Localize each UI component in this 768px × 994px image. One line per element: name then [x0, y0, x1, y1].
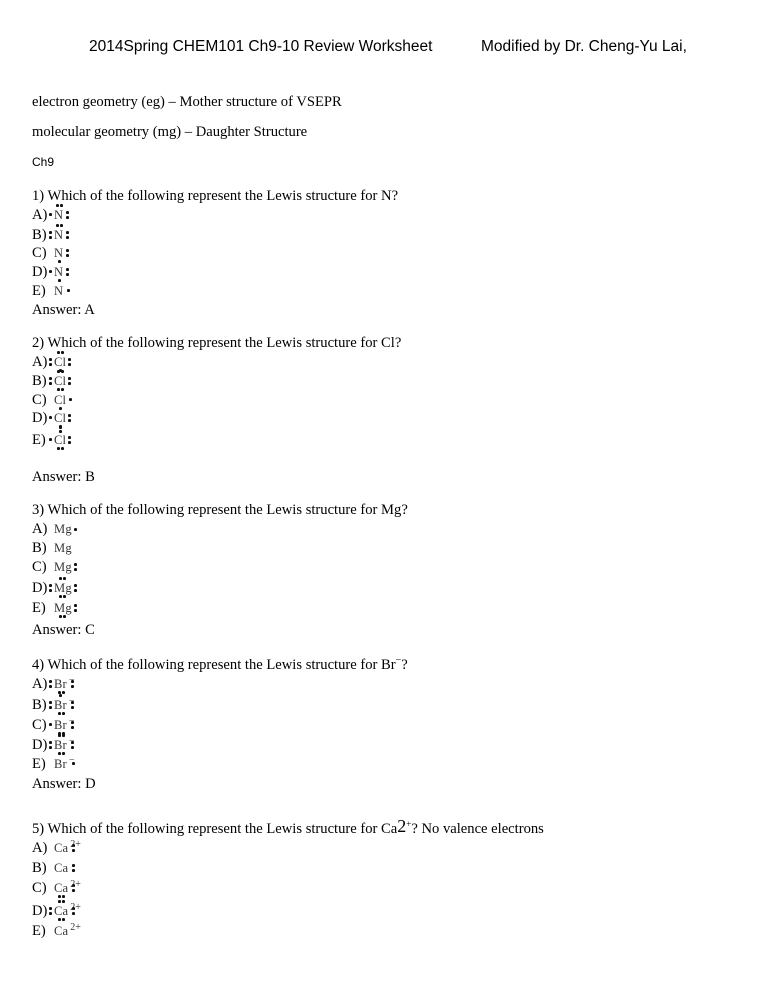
q3-option-d: D) Mg	[32, 580, 72, 598]
lewis-symbol: Br	[54, 698, 67, 713]
q1-option-a: A) N	[32, 207, 63, 225]
lewis-symbol: N	[54, 284, 63, 299]
q4-option-c: C) Br −	[32, 716, 75, 733]
q1-answer: Answer: A	[32, 302, 95, 318]
q1-option-c: C) N	[32, 245, 63, 263]
eg-definition: electron geometry (eg) – Mother structure of VSEPR	[32, 94, 342, 110]
lewis-symbol: Br	[54, 738, 67, 753]
lewis-symbol: Cl	[54, 355, 66, 370]
lewis-symbol: Mg	[54, 601, 72, 616]
q5-option-e: E) Ca $^{2+}$	[32, 922, 81, 939]
question-2: 2) Which of the following represent the Lewis structure for Cl?	[32, 335, 402, 351]
lewis-symbol: Mg	[54, 522, 72, 537]
lewis-symbol: Mg	[54, 560, 72, 575]
question-5: 5) Which of the following represent the Lewis structure for Ca2+? No valence electrons	[32, 816, 544, 837]
q4-option-d: D) Br −	[32, 736, 75, 753]
lewis-symbol: Ca	[54, 861, 68, 876]
q3-option-c: C) Mg	[32, 559, 72, 577]
lewis-symbol: Ca	[54, 904, 68, 919]
lewis-symbol: Br	[54, 677, 67, 692]
q2-option-b: B) Cl	[32, 373, 66, 391]
question-3: 3) Which of the following represent the Lewis structure for Mg?	[32, 502, 408, 518]
lewis-symbol: Br	[54, 757, 67, 772]
lewis-symbol: Cl	[54, 411, 66, 426]
lewis-symbol: Ca	[54, 841, 68, 856]
question-1: 1) Which of the following represent the Lewis structure for N?	[32, 188, 399, 204]
lewis-symbol: Br	[54, 718, 67, 733]
q3-option-e: E) Mg	[32, 600, 72, 618]
q2-option-c: C) Cl	[32, 392, 66, 410]
header-author: Modified by Dr. Cheng-Yu Lai,	[481, 38, 687, 55]
q4-answer: Answer: D	[32, 776, 96, 792]
q2-option-a: A) Cl	[32, 354, 66, 372]
q4-option-b: B) Br −	[32, 696, 75, 713]
q5-option-b: B) Ca	[32, 860, 68, 878]
lewis-symbol: N	[54, 246, 63, 261]
lewis-symbol: Cl	[54, 374, 66, 389]
lewis-symbol: Cl	[54, 393, 66, 408]
q4-option-a: A) Br −	[32, 675, 75, 692]
q3-option-b: B) Mg	[32, 540, 72, 556]
q3-option-a: A) Mg	[32, 521, 72, 539]
mg-definition: molecular geometry (mg) – Daughter Structure	[32, 124, 308, 140]
chapter-label: Ch9	[32, 155, 55, 169]
q5-option-a: A) Ca $^{2+}$	[32, 839, 81, 856]
q2-answer: Answer: B	[32, 469, 95, 485]
lewis-symbol: N	[54, 265, 63, 280]
lewis-symbol: Cl	[54, 433, 66, 448]
q5-option-c: C) Ca $^{2+}$	[32, 879, 81, 896]
page-header	[0, 38, 768, 62]
header-course-title: 2014Spring CHEM101 Ch9-10 Review Worksheet	[89, 38, 433, 55]
question-4: 4) Which of the following represent the Lewis structure for Br−?	[32, 655, 408, 673]
lewis-symbol: Ca	[54, 881, 68, 896]
q1-option-d: D) N	[32, 264, 63, 282]
lewis-symbol: N	[54, 208, 63, 223]
lewis-symbol: N	[54, 228, 63, 243]
q3-answer: Answer: C	[32, 622, 95, 638]
lewis-symbol: Mg	[54, 581, 72, 596]
q2-option-d: D) Cl	[32, 410, 66, 428]
q1-option-b: B) N	[32, 227, 63, 245]
q4-option-e: E) Br −	[32, 755, 75, 772]
lewis-symbol: Mg	[54, 541, 72, 555]
q2-option-e: E) Cl	[32, 432, 66, 450]
q5-option-d: D) Ca $^{2+}$	[32, 902, 81, 919]
q1-option-e: E) N	[32, 283, 63, 301]
lewis-symbol: Ca	[54, 924, 69, 938]
